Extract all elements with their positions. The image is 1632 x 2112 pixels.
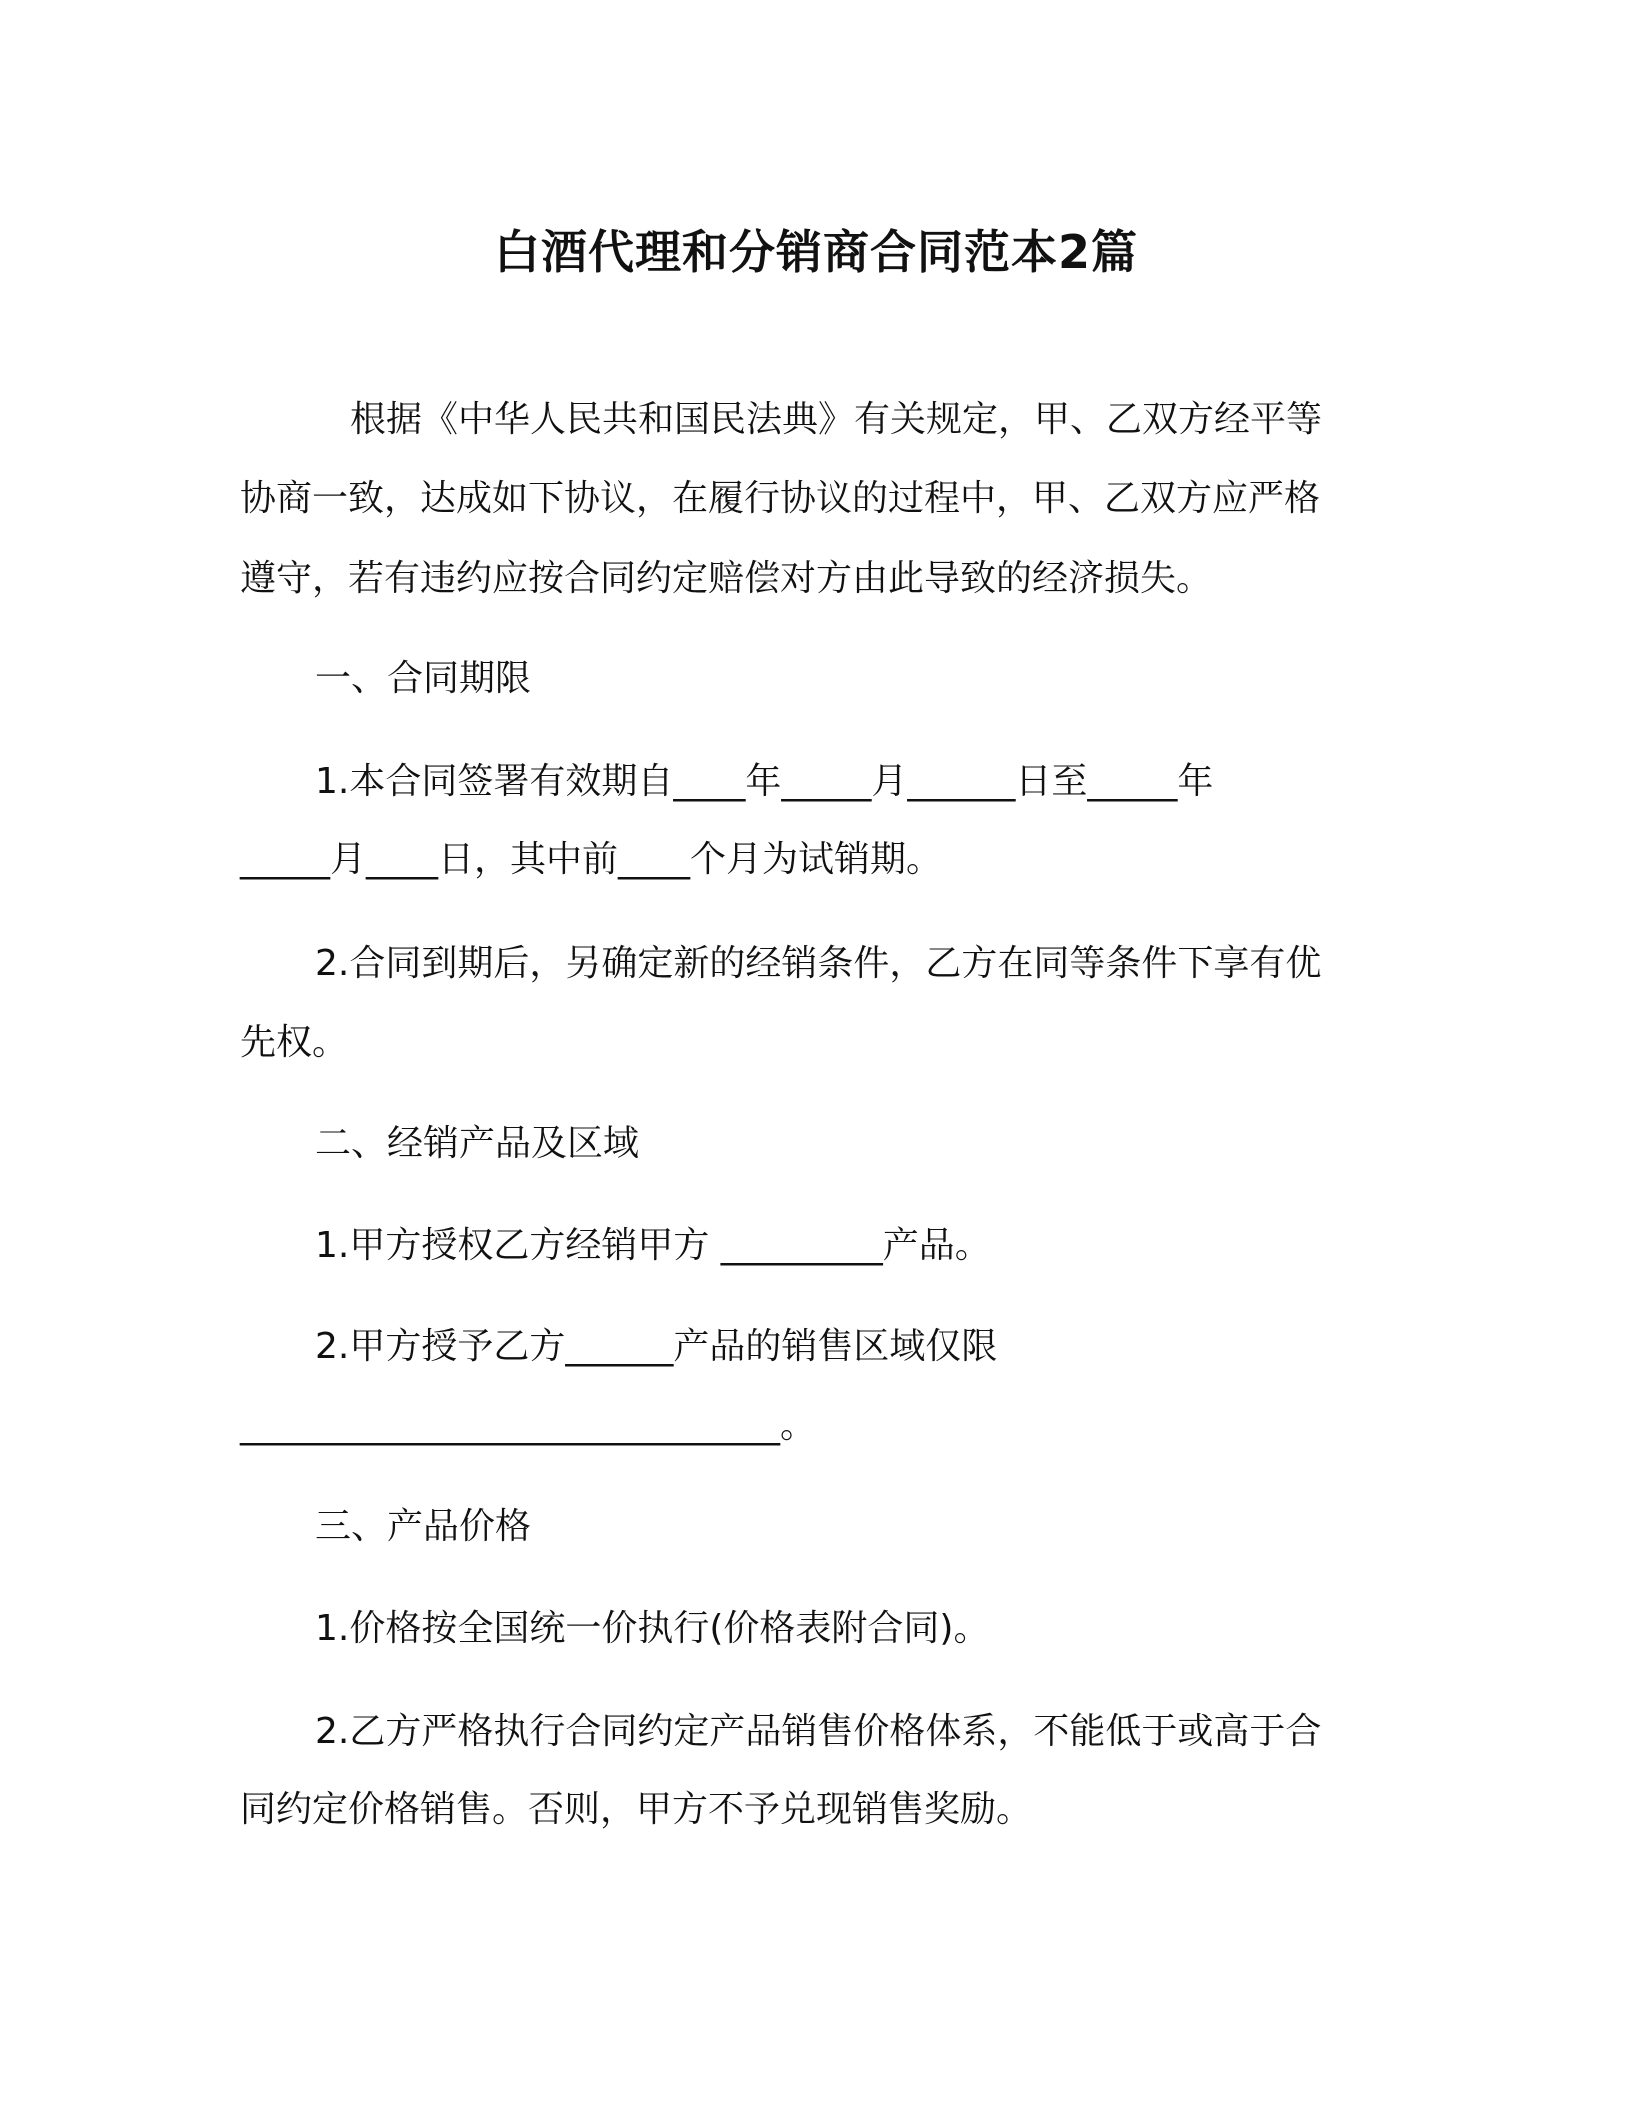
clause-1-1-line-1: 1.本合同签署有效期自____年_____月______日至_____年 xyxy=(315,761,1214,802)
clause-3-1: 1.价格按全国统一价执行(价格表附合同)。 xyxy=(315,1608,990,1649)
clause-2-2-line-1: 2.甲方授予乙方______产品的销售区域仅限 xyxy=(315,1326,998,1367)
clause-1-2-line-1: 2.合同到期后，另确定新的经销条件，乙方在同等条件下享有优 xyxy=(315,943,1322,984)
clause-2-1: 1.甲方授权乙方经销甲方 _________产品。 xyxy=(315,1225,991,1266)
section-heading-products-region: 二、经销产品及区域 xyxy=(315,1123,640,1164)
intro-paragraph-line-2: 协商一致，达成如下协议，在履行协议的过程中，甲、乙双方应严格 xyxy=(240,478,1321,519)
section-heading-contract-term: 一、合同期限 xyxy=(315,658,532,699)
document-title: 白酒代理和分销商合同范本2篇 xyxy=(493,225,1138,279)
intro-paragraph-line-1: 根据《中华人民共和国民法典》有关规定，甲、乙双方经平等 xyxy=(350,399,1323,440)
clause-3-2-line-2: 同约定价格销售。否则，甲方不予兑现销售奖励。 xyxy=(240,1789,1033,1830)
clause-2-2-line-2: ______________________________。 xyxy=(240,1405,816,1446)
clause-1-1-line-2: _____月____日，其中前____个月为试销期。 xyxy=(240,839,943,880)
intro-paragraph-line-3: 遵守，若有违约应按合同约定赔偿对方由此导致的经济损失。 xyxy=(240,558,1213,599)
clause-3-2-line-1: 2.乙方严格执行合同约定产品销售价格体系，不能低于或高于合 xyxy=(315,1711,1322,1752)
clause-1-2-line-2: 先权。 xyxy=(240,1022,349,1063)
section-heading-product-price: 三、产品价格 xyxy=(315,1506,532,1547)
